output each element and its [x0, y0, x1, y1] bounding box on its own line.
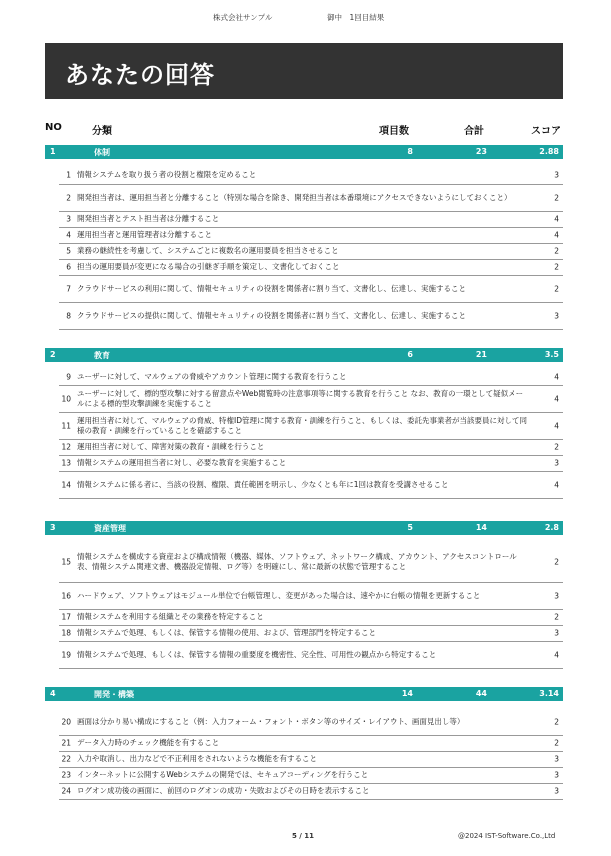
row-text: 運用担当者と運用管理者は分離すること	[77, 230, 212, 239]
row-score: 2	[554, 193, 559, 202]
table-row	[59, 166, 563, 185]
section-no: 4	[50, 689, 56, 698]
section-score: 3.5	[544, 350, 559, 359]
row-no: 11	[61, 421, 71, 430]
table-row	[59, 735, 563, 752]
row-score: 2	[554, 717, 559, 726]
section-header	[45, 145, 563, 159]
row-score: 2	[554, 738, 559, 748]
section-header	[45, 348, 563, 362]
section-items: 8	[407, 147, 413, 156]
row-text: クラウドサービスの提供に関して、情報セキュリティの役割を関係者に割り当て、文書化し、伝達し、実施すること	[77, 310, 466, 320]
table-row	[59, 783, 563, 800]
section-total: 44	[475, 689, 487, 698]
row-no: 24	[61, 786, 71, 796]
table-row	[59, 609, 563, 626]
table-row	[59, 275, 563, 303]
row-no: 9	[66, 372, 71, 382]
section-items: 6	[407, 350, 413, 359]
row-text: ログオン成功後の画面に、前回のログオンの成功・失敗およびその日時を表示すること	[77, 786, 370, 795]
row-score: 2	[554, 284, 559, 293]
header-suffix: 御中 1回目結果	[327, 13, 385, 22]
row-score: 2	[554, 262, 559, 272]
row-no: 15	[61, 557, 71, 567]
table-row	[59, 625, 563, 642]
row-score: 3	[554, 458, 559, 468]
section-items: 14	[401, 689, 413, 698]
table-row	[59, 439, 563, 456]
page-number: 5 / 11	[292, 832, 315, 840]
col-items: 項目数	[379, 126, 409, 137]
header-company: 株式会社サンプル	[213, 13, 273, 22]
section-name: 資産管理	[94, 524, 126, 533]
table-row	[59, 471, 563, 499]
row-text: 開発担当者とテスト担当者は分離すること	[77, 214, 220, 223]
table-row	[59, 767, 563, 784]
col-total: 合計	[464, 126, 484, 137]
row-score: 3	[554, 591, 559, 600]
row-no: 19	[61, 650, 71, 659]
section-no: 1	[50, 147, 56, 156]
section-total: 14	[475, 523, 487, 532]
table-row	[59, 751, 563, 768]
row-score: 3	[554, 786, 559, 796]
table-row	[59, 227, 563, 244]
row-score: 2	[554, 557, 559, 567]
section-name: 体制	[94, 148, 110, 157]
row-score: 2	[554, 612, 559, 622]
row-no: 13	[61, 458, 71, 468]
row-text: 情報システムで処理、もしくは、保管する情報の使用、および、管理部門を特定すること	[77, 628, 376, 637]
row-score: 2	[554, 246, 559, 256]
table-row	[59, 211, 563, 228]
row-text: 入力や取消し、出力などで不正利用をされないような機能を有すること	[77, 754, 317, 763]
row-text: 業務の継続性を考慮して、システムごとに複数名の運用要員を担当させること	[77, 246, 339, 255]
row-text: クラウドサービスの利用に関して、情報セキュリティの役割を関係者に割り当て、文書化し、伝達し、実施すること	[77, 283, 466, 293]
row-no: 2	[66, 193, 71, 202]
row-text: 開発担当者は、運用担当者と分離すること（特別な場合を除き、開発担当者は本番環境にアクセスできないようにしておくこと）	[77, 192, 512, 202]
row-no: 20	[61, 717, 71, 726]
row-score: 3	[554, 628, 559, 638]
row-no: 16	[61, 591, 71, 600]
row-no: 7	[66, 284, 71, 293]
row-no: 5	[66, 246, 71, 256]
row-score: 4	[554, 372, 559, 382]
row-score: 3	[554, 754, 559, 764]
section-total: 21	[475, 350, 487, 359]
section-score: 2.8	[544, 523, 559, 532]
row-no: 22	[61, 754, 71, 764]
row-score: 4	[554, 214, 559, 224]
section-name: 教育	[94, 351, 110, 360]
table-row	[59, 412, 563, 440]
row-no: 8	[66, 311, 71, 320]
row-text: インターネットに公開するWebシステムの開発では、セキュアコーディングを行うこと	[77, 770, 369, 779]
row-score: 3	[554, 770, 559, 780]
section-header	[45, 521, 563, 535]
table-row	[59, 243, 563, 260]
row-no: 4	[66, 230, 71, 240]
section-header	[45, 687, 563, 701]
row-score: 4	[554, 421, 559, 430]
table-row	[59, 542, 563, 583]
row-text: 担当の運用要員が変更になる場合の引継ぎ手順を策定し、文書化しておくこと	[77, 262, 340, 271]
row-score: 4	[554, 394, 559, 403]
row-no: 17	[61, 612, 71, 622]
row-text: 情報システムを利用する組織とその業務を特定すること	[77, 612, 264, 621]
section-no: 2	[50, 350, 56, 359]
section-total: 23	[475, 147, 487, 156]
row-text: 運用担当者に対して、マルウェアの脅威、特権ID管理に関する教育・訓練を行うこと、もしくは、委託先事業者が当該要員に対して同様の教育・訓練を行っていることを確認すること	[77, 415, 528, 435]
column-header	[45, 122, 563, 136]
row-text: ユーザーに対して、マルウェアの脅威やアカウント管理に関する教育を行うこと	[77, 372, 347, 381]
row-text: 運用担当者に対して、障害対策の教育・訓練を行うこと	[77, 442, 265, 451]
row-no: 10	[61, 394, 71, 403]
table-row	[59, 369, 563, 386]
table-row	[59, 184, 563, 212]
row-text: 画面は分かり易い構成にすること（例：入力フォーム・フォント・ボタン等のサイズ・レイアウト、画面見出し等）	[77, 716, 465, 726]
section-name: 開発・構築	[94, 690, 134, 699]
row-text: 情報システムに係る者に、当該の役割、権限、責任範囲を明示し、少なくとも年に1回は教育を受講させること	[77, 479, 449, 489]
row-score: 3	[554, 170, 559, 180]
table-row	[59, 582, 563, 610]
row-no: 12	[61, 442, 71, 452]
row-text: 情報システムで処理、もしくは、保管する情報の重要度を機密性、完全性、可用性の観点から特定すること	[77, 649, 437, 659]
table-row	[59, 259, 563, 276]
row-text: 情報システムを構成する資産および構成情報（機器、媒体、ソフトウェア、ネットワーク構成、アカウント、アクセスコントロール表、情報システム関連文書、機器設定情報、ログ等）を明確にし、常に最新の状態で管理すること	[77, 552, 517, 571]
row-text: ハードウェア、ソフトウェアはモジュール単位で台帳管理し、変更があった場合は、速やかに台帳の情報を更新すること	[77, 590, 481, 600]
table-row	[59, 385, 563, 413]
col-no: NO	[45, 122, 62, 133]
table-row	[59, 302, 563, 330]
row-text: 情報システムの運用担当者に対し、必要な教育を実施すること	[77, 458, 287, 467]
col-score: スコア	[531, 126, 561, 137]
row-score: 4	[554, 480, 559, 489]
row-score: 4	[554, 230, 559, 240]
section-score: 2.88	[539, 147, 559, 156]
row-no: 14	[61, 480, 71, 489]
table-row	[59, 708, 563, 736]
row-no: 1	[66, 170, 71, 180]
section-items: 5	[407, 523, 413, 532]
row-score: 3	[554, 311, 559, 320]
row-no: 6	[66, 262, 71, 272]
title-banner	[45, 43, 563, 99]
copyright: @2024 IST-Software.Co.,Ltd	[458, 832, 556, 840]
page-title: あなたの回答	[65, 61, 215, 89]
row-text: ユーザーに対して、標的型攻撃に対する留意点やWeb閲覧時の注意事項等に関する教育を行うこと なお、教育の一環として疑似メールによる標的型攻撃訓練を実施すること	[77, 388, 524, 408]
section-score: 3.14	[539, 689, 559, 698]
row-no: 21	[61, 738, 71, 748]
table-row	[59, 455, 563, 472]
row-no: 3	[66, 214, 71, 224]
row-no: 18	[61, 628, 71, 638]
table-row	[59, 641, 563, 669]
row-score: 2	[554, 442, 559, 452]
section-no: 3	[50, 523, 56, 532]
row-text: 情報システムを取り扱う者の役割と権限を定めること	[77, 170, 257, 179]
col-category: 分類	[92, 126, 112, 137]
row-text: データ入力時のチェック機能を有すること	[77, 738, 220, 747]
row-no: 23	[61, 770, 71, 780]
row-score: 4	[554, 650, 559, 659]
